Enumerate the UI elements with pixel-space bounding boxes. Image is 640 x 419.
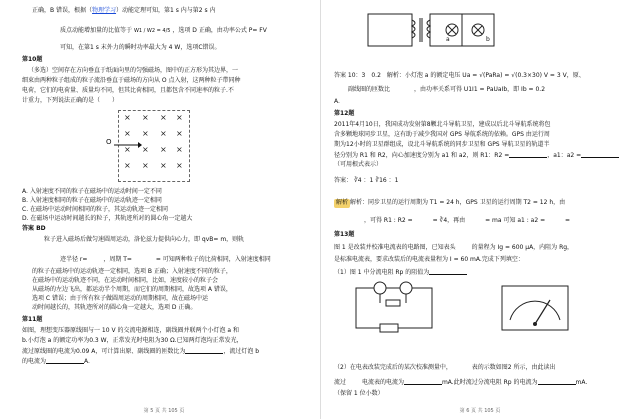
text-line: 期为12小时的卫星群组成，设北斗导航系统的同步卫星和 GPS 导航卫星的轨道半 (334, 141, 550, 148)
text-line: A. (334, 98, 340, 105)
option-a: A. 入射速度不同的粒子在磁场中的运动时间一定不同 (22, 188, 162, 195)
text-line: 选项 C 错误；由于所有粒子做圆周运动的周期相同，故在磁场中运 (32, 295, 209, 302)
x-mark: × (160, 161, 167, 170)
page-divider (320, 0, 321, 419)
answer-label: 答案 BD (22, 225, 46, 232)
root-value: ∛16 (375, 177, 387, 184)
page-left (14, 0, 314, 419)
text-line (334, 268, 467, 278)
text: 图 1 是改装并校准电流表的电路图，已知表头 (334, 244, 456, 251)
text-line: 在磁场中的运动轨迹不同，在运动时间相同，比如，速度较小的粒子会 (32, 277, 219, 284)
answer-blank[interactable] (581, 151, 619, 158)
x-mark: × (142, 129, 149, 138)
text-line: 的粒子在磁场中的运动轨迹一定相同，选项 B 正确；入射速度不同的粒子， (32, 268, 232, 275)
answer-line (334, 177, 398, 186)
text-line (22, 357, 90, 367)
text: 流过 (334, 379, 347, 386)
page-right (330, 0, 630, 419)
text-line: （多选）空间存在方向垂直于纸面向里的匀强磁场，图中的正方形为其边界，一 (28, 67, 239, 74)
text-line: 答案 10：3 0.2 解析：小灯泡 a 的额定电压 Ua = √(PaRa) = √(0.3×30) V = 3 V，原、 (334, 72, 585, 79)
text: 径分别为 R1 和 R2，向心加速度分别为 a1 和 a2，则 R1：R2 = (334, 152, 510, 159)
transformer-circuit-figure (364, 6, 504, 54)
text-line (334, 378, 587, 388)
root-value: ∛4 (353, 177, 362, 184)
text: 质点动能增加量的比值等于 (60, 27, 133, 34)
text: 答案： (334, 177, 353, 184)
x-mark: × (142, 161, 149, 170)
text-line: 粒子进入磁场后做匀速圆周运动，洛伦兹力提供向心力，即 qvB= m，则轨 (44, 236, 245, 243)
x-mark: × (124, 129, 131, 138)
text: A. (84, 358, 90, 365)
lamp-b-label: b (486, 36, 490, 43)
text-line (334, 244, 573, 253)
text-line (334, 151, 619, 161)
x-mark: × (124, 161, 131, 170)
text: ，周期 T= (103, 256, 132, 263)
answer-blank[interactable] (185, 347, 223, 354)
x-mark: × (160, 129, 167, 138)
option-b: B. 入射速度相同的粒子在磁场中的运动轨迹一定相同 (22, 197, 162, 204)
fraction: W1 / W2 = 4/5 (133, 28, 171, 34)
text: ，流过灯泡 b (223, 348, 260, 355)
question-heading: 第13题 (334, 231, 355, 238)
answer-blank[interactable] (429, 268, 467, 275)
answer-blank[interactable] (46, 357, 84, 364)
text: ，a1：a2 = (547, 152, 582, 159)
text-line: 从磁场的左边飞出，都运动半个周期，而它们的周期相同，故选项 A 错误， (32, 286, 232, 293)
page-footer: 第 5 页 共 105 页 (143, 408, 185, 415)
text: 迹半径 r= (60, 256, 88, 263)
x-mark: × (124, 113, 131, 122)
text: （2）在电表改装完成后的某次校准测量中， (334, 364, 452, 371)
text: 正确，B 错误，根据（ (32, 7, 93, 14)
text: ：1 (388, 177, 399, 184)
arrow-icon (112, 140, 142, 150)
x-mark: × (176, 129, 183, 138)
text-line: （可用根式表示） (334, 161, 383, 168)
text: 电流表的电流为 (361, 379, 404, 386)
text: mA. (575, 379, 588, 386)
text: ：1 (363, 177, 374, 184)
question-heading: 第10题 (22, 56, 43, 63)
text-line (60, 256, 271, 265)
text-line (60, 27, 267, 36)
text-line: 2011年4月10日，我国成功发射第8颗北斗导航卫星，建成以后北斗导航系统将包 (334, 121, 551, 128)
text-line: 可知，在第1 s 末外力的瞬时功率最大为 4 W，选项C错误。 (60, 44, 221, 51)
text: 解析：同步卫星的运行周期为 T1 = 24 h，GPS 卫星的运行周期 T2 = 12 h，由 (350, 199, 566, 206)
magnetic-field-figure (106, 106, 194, 184)
text-line (334, 364, 555, 373)
text: （1）图 1 中分流电阻 Rp 的阻值为 (334, 269, 430, 276)
origin-label: O (106, 138, 112, 146)
page-footer: 第 6 页 共 105 页 (459, 408, 501, 415)
text: ）动能定理可知，第1 s 内与第2 s 内 (116, 7, 216, 14)
text: ，可得 R1 : R2 = (364, 217, 413, 224)
question-heading: 第12题 (334, 110, 355, 117)
option-d: D. 在磁场中运动时间越长的粒子，其轨迹所对的圆心角一定越大 (22, 215, 193, 222)
text-line: 电荷，它们的电荷量、质量均不同，但其比荷相同，且都包含不同速率的粒子.不 (22, 87, 234, 94)
text: = ma 可知 a1 : a2 = (485, 217, 546, 224)
text-line: 计重力，下列说法正确的是（ ） (22, 97, 119, 104)
x-mark: × (142, 113, 149, 122)
text-line (364, 217, 570, 226)
text-line (22, 347, 259, 357)
text: 流过原线圈的电流为0.09 A，可计算出原、副线圈的匝数比为 (22, 348, 186, 355)
text-line (348, 86, 545, 95)
text: 的电流为 (22, 358, 47, 365)
x-mark: × (176, 145, 183, 154)
x-mark: × (176, 113, 183, 122)
analysis-tag: 解析 (336, 199, 349, 206)
lamp-a-label: a (446, 36, 450, 43)
x-mark: × (160, 113, 167, 122)
text-line (32, 7, 216, 16)
option-c: C. 在磁场中运动时间相同的粒子，其运动轨迹一定相同 (22, 206, 169, 213)
text: 表的示数如图2 所示，由此读出 (471, 364, 556, 371)
text-line: b.小灯泡 a 的额定功率为0.3 W，正常发光时电阻为30 Ω.已知两灯泡均正常发光， (22, 337, 243, 344)
answer-blank[interactable] (538, 378, 576, 385)
text-line: 是标准电流表，要求改装后的电流表量程为 I = 60 mA.完成下列填空： (334, 256, 524, 263)
text: 的量程为 Ig = 600 μA，内阻为 Rg， (471, 244, 574, 251)
text: 副线圈的匝数比 (348, 86, 391, 93)
answer-blank[interactable] (404, 378, 442, 385)
x-mark: × (142, 145, 149, 154)
text-line: （保留 1 位小数） (334, 390, 384, 397)
text-line: 含多颗地球同步卫星，这有助于减少我国对 GPS 导航系统的依赖。GPS 由运行周 (334, 131, 550, 138)
text-line: 细束由两种粒子组成的粒子流沿垂直于磁场的方向从 O 点入射，这两种粒子带同种 (22, 77, 241, 84)
physics-link[interactable]: 物理学习 (92, 7, 117, 14)
text-line: 如图，理想变压器原线圈与一 10 V 的交流电源相连，副线圈并联两个小灯泡 a 和 (22, 327, 239, 334)
text: mA.此时流过分流电阻 Rp 的电流为 (441, 379, 538, 386)
text: = ∛4，再由 (432, 217, 466, 224)
meter-figure-2 (500, 284, 570, 334)
x-mark: × (124, 145, 131, 154)
text: ，选项 D 正确，由功率公式 P= FV (172, 27, 267, 34)
text: = 可知两种粒子的比荷相同，入射速度相同 (155, 256, 271, 263)
x-mark: × (160, 145, 167, 154)
text-line (334, 199, 565, 208)
answer-blank[interactable] (509, 151, 547, 158)
x-mark: × (176, 161, 183, 170)
circuit-figure-1 (350, 280, 440, 336)
text: = (565, 217, 571, 224)
question-heading: 第11题 (22, 316, 43, 323)
text-line: 动时间越长的，其轨迹所对的圆心角一定越大，选项 D 正确。 (32, 304, 197, 311)
text: ，由功率关系可得 U1I1 = PaUaIb，即 Ib = 0.2 (413, 86, 546, 93)
